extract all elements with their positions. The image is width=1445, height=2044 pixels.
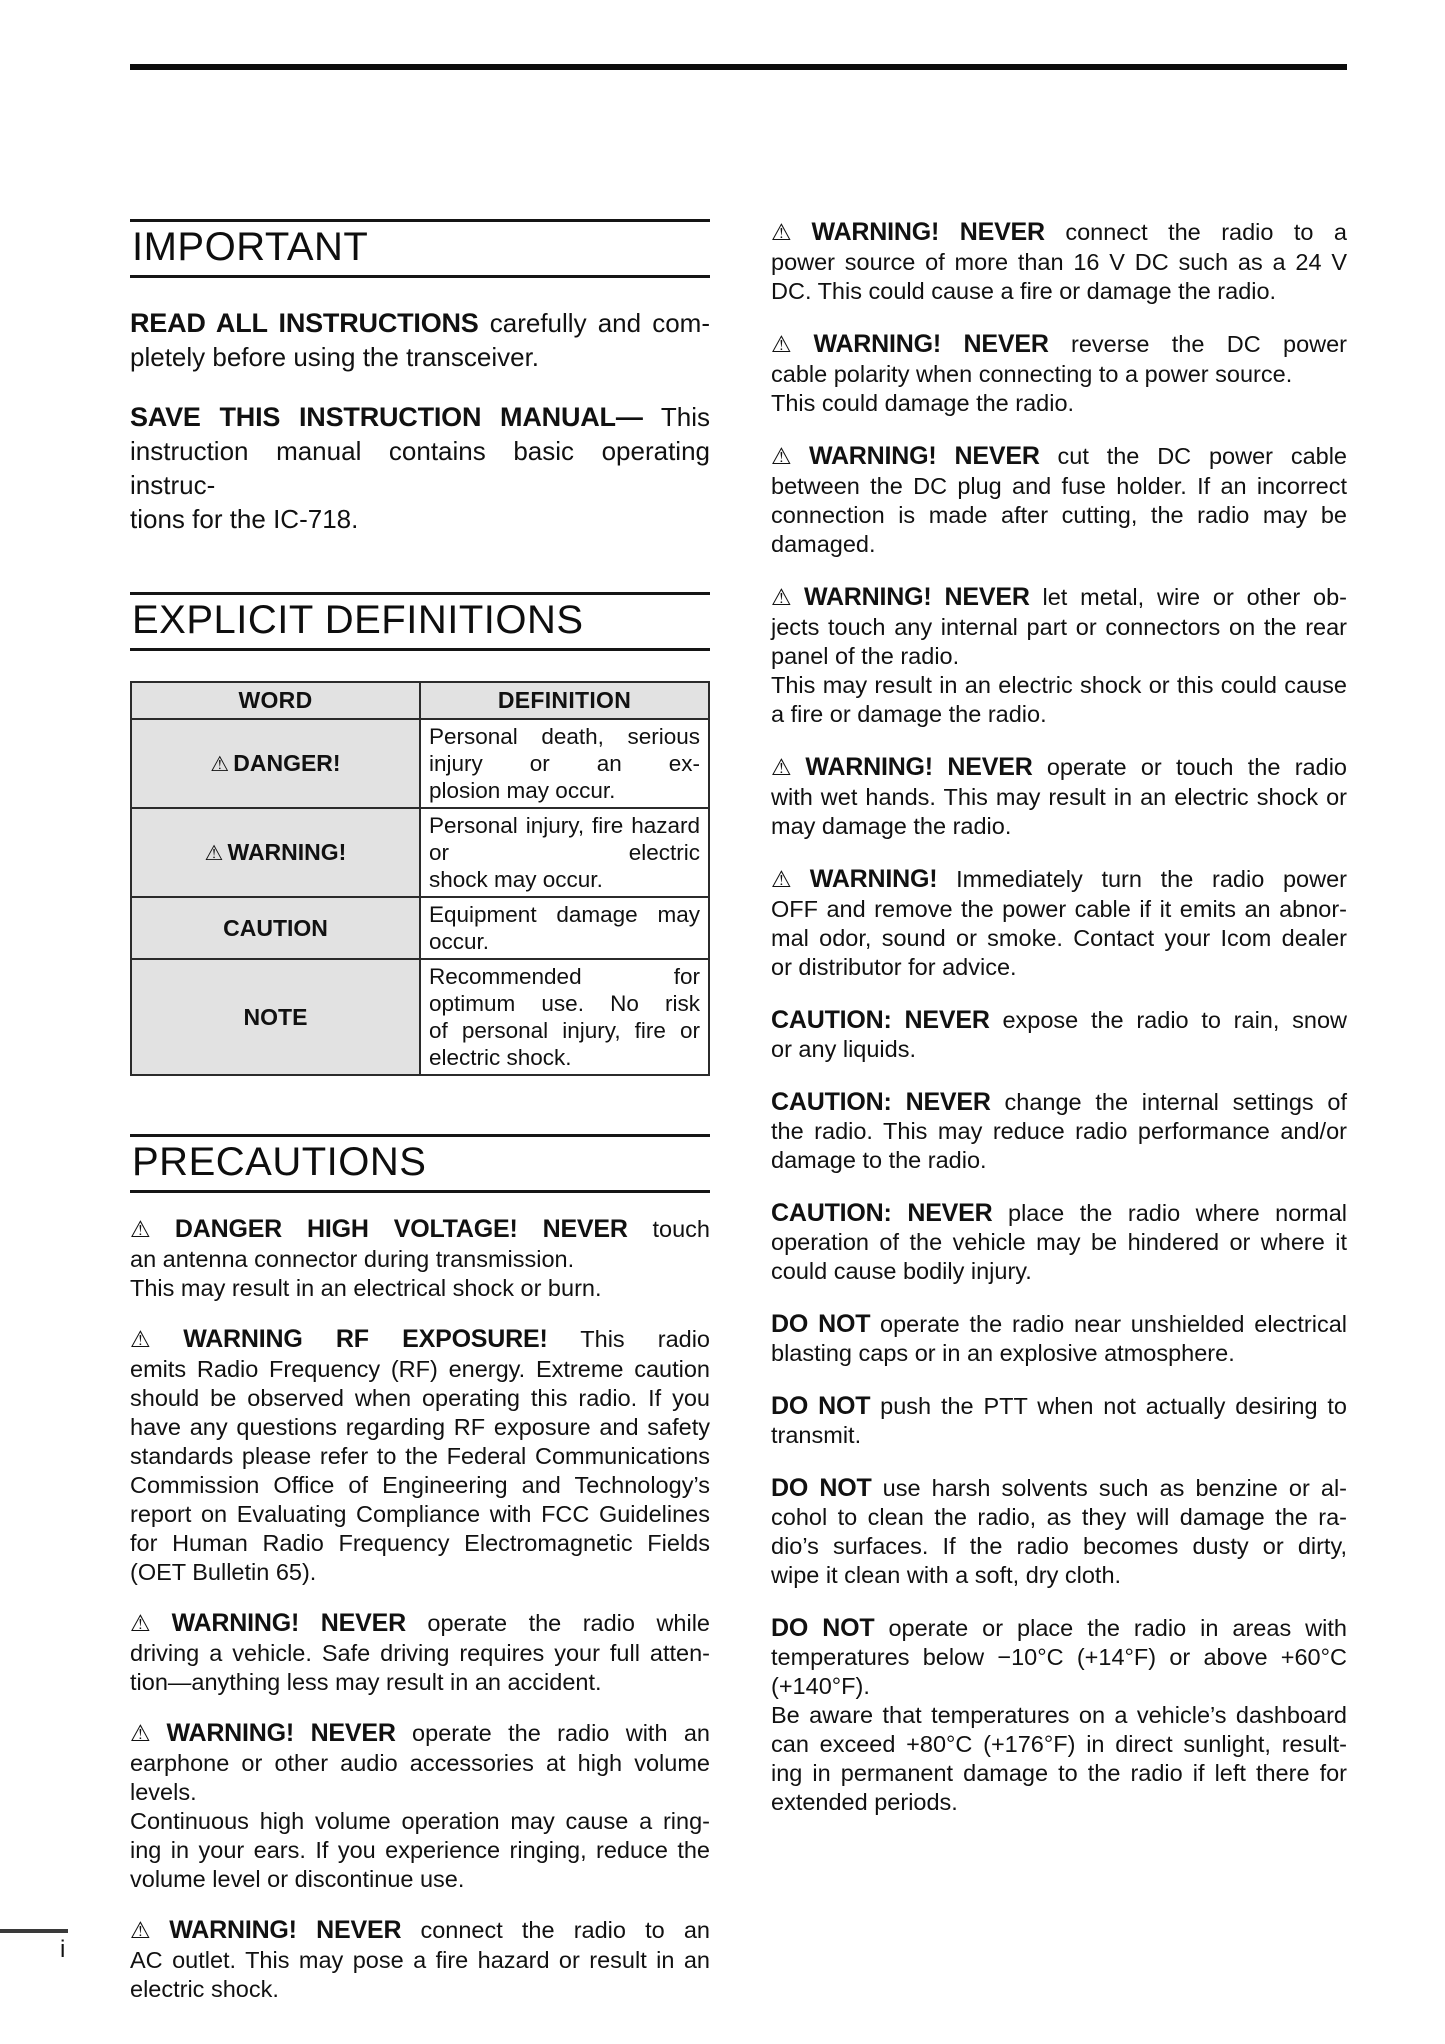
warning-triangle-icon: ⚠ — [771, 867, 804, 893]
text-line: ⚠ WARNING RF EXPOSURE! This radio — [130, 1325, 711, 1353]
table-row — [131, 959, 709, 1075]
paragraph-lead: DO NOT — [771, 1614, 875, 1642]
text-line: operation of the vehicle may be hindered or where it — [771, 1229, 1347, 1255]
warning-triangle-icon: ⚠ — [771, 220, 806, 246]
text-line: tions for the IC-718. — [130, 504, 359, 534]
text-line: can exceed +80°C (+176°F) in direct sunlight, result- — [771, 1731, 1347, 1757]
text-line: SAVE THIS INSTRUCTION MANUAL— This — [130, 402, 710, 432]
text-line: standards please refer to the Federal Communications — [130, 1443, 710, 1469]
table-row — [131, 808, 709, 897]
paragraph-lead: WARNING! NEVER — [166, 1719, 396, 1747]
definition-line: Equipment damage may occur. — [429, 902, 700, 954]
warning-triangle-icon: ⚠ — [130, 1327, 178, 1353]
paragraph-lead: WARNING RF EXPOSURE! — [183, 1325, 548, 1353]
warning-triangle-icon: ⚠ — [130, 1721, 161, 1747]
paragraph — [130, 1325, 710, 1587]
text-line: or any liquids. — [771, 1036, 916, 1062]
text-line: AC outlet. This may pose a fire hazard or result in an — [130, 1947, 710, 1973]
text-line: extended periods. — [771, 1789, 958, 1815]
text-line: with wet hands. This may result in an electric shock or — [771, 784, 1347, 810]
word-cell — [131, 897, 420, 959]
text-line: volume level or discontinue use. — [130, 1866, 465, 1892]
paragraph-lead: WARNING! NEVER — [813, 330, 1049, 358]
text-line: ⚠ WARNING! NEVER operate the radio while — [130, 1609, 710, 1637]
paragraph-lead: CAUTION: NEVER — [771, 1199, 993, 1227]
text-line: temperatures below −10°C (+14°F) or above +60°C — [771, 1644, 1347, 1670]
warning-triangle-icon: ⚠ — [771, 585, 798, 611]
paragraph — [771, 1006, 1347, 1064]
definition-cell — [420, 959, 709, 1075]
warning-triangle-icon: ⚠ — [771, 755, 800, 781]
warning-triangle-icon: ⚠ — [130, 1611, 166, 1637]
text-line: an antenna connector during transmission. — [130, 1246, 575, 1272]
paragraph-lead: DO NOT — [771, 1310, 871, 1338]
warning-triangle-icon: ⚠ — [771, 332, 808, 358]
paragraph — [771, 1474, 1347, 1590]
text-line: CAUTION: NEVER change the internal settings of — [771, 1088, 1348, 1116]
paragraph — [771, 1392, 1347, 1450]
intro-paragraphs — [130, 306, 710, 536]
text-line: jects touch any internal part or connectors on the rear — [771, 614, 1347, 640]
text-line: instruction manual contains basic operating instruc- — [130, 436, 710, 500]
text-line: dio’s surfaces. If the radio becomes dusty or dirty, — [771, 1533, 1347, 1559]
definition-line: Personal death, serious injury or an ex- — [429, 724, 700, 776]
text-line: a fire or damage the radio. — [771, 701, 1047, 727]
warning-triangle-icon: ⚠ — [771, 444, 803, 470]
text-line: cable polarity when connecting to a power source. — [771, 361, 1293, 387]
text-line: ⚠ WARNING! NEVER connect the radio to an — [130, 1916, 710, 1944]
text-line: or distributor for advice. — [771, 954, 1017, 980]
text-line: transmit. — [771, 1422, 862, 1448]
definition-line: of personal injury, fire or electric shock. — [429, 1018, 700, 1070]
text-line: for Human Radio Frequency Electromagnetic Fields — [130, 1530, 710, 1556]
text-line: the radio. This may reduce radio performance and/or — [771, 1118, 1347, 1144]
paragraph-lead: DO NOT — [771, 1474, 872, 1502]
text-line: DO NOT operate the radio near unshielded electrical — [771, 1310, 1347, 1338]
word-label: DANGER! — [233, 750, 341, 776]
right-paragraphs — [771, 218, 1347, 1817]
paragraph — [771, 442, 1347, 559]
left-paragraphs — [130, 1215, 710, 2004]
text-line: ⚠ WARNING! Immediately turn the radio power — [771, 865, 1347, 893]
paragraph — [771, 865, 1347, 982]
paragraph-lead: WARNING! NEVER — [811, 218, 1045, 246]
text-line: wipe it clean with a soft, dry cloth. — [771, 1562, 1122, 1588]
warning-triangle-icon: ⚠ — [210, 752, 230, 776]
text-line: DO NOT push the PTT when not actually desiring to — [771, 1392, 1347, 1420]
paragraph — [771, 218, 1347, 306]
text-line: This may result in an electric shock or this could cause — [771, 672, 1347, 698]
text-line: ⚠ WARNING! NEVER reverse the DC power — [771, 330, 1348, 358]
paragraph — [130, 1609, 710, 1697]
paragraph — [771, 1310, 1347, 1368]
text-line: CAUTION: NEVER expose the radio to rain, snow — [771, 1006, 1347, 1034]
paragraph-lead: READ ALL INSTRUCTIONS — [130, 308, 479, 338]
left-column — [130, 0, 710, 2004]
text-line: damage to the radio. — [771, 1147, 987, 1173]
text-line: have any questions regarding RF exposure and safety — [130, 1414, 710, 1440]
text-line: blasting caps or in an explosive atmosphere. — [771, 1340, 1235, 1366]
paragraph — [130, 306, 710, 374]
text-line: damaged. — [771, 531, 876, 557]
definitions-table-header-row — [131, 682, 709, 719]
definition-line: plosion may occur. — [429, 778, 616, 803]
text-line: DC. This could cause a fire or damage the radio. — [771, 278, 1277, 304]
text-line: cohol to clean the radio, as they will damage the ra- — [771, 1504, 1347, 1530]
text-line: emits Radio Frequency (RF) energy. Extreme caution — [130, 1356, 710, 1382]
column-header-definition: DEFINITION — [420, 682, 709, 719]
text-line: panel of the radio. — [771, 643, 960, 669]
definitions-table-body — [131, 719, 709, 1075]
text-line: READ ALL INSTRUCTIONS carefully and com- — [130, 308, 710, 338]
text-line: levels. — [130, 1779, 197, 1805]
page-number: i — [60, 1936, 66, 1963]
footer-rule — [0, 1929, 68, 1933]
paragraph-lead: DO NOT — [771, 1392, 871, 1420]
text-line: ⚠ WARNING! NEVER cut the DC power cable — [771, 442, 1348, 470]
paragraph — [130, 1215, 710, 1303]
paragraph — [771, 330, 1347, 418]
text-line: ⚠ WARNING! NEVER operate or touch the radio — [771, 753, 1347, 781]
paragraph-lead: WARNING! NEVER — [169, 1916, 402, 1944]
paragraph — [771, 1199, 1347, 1286]
text-line: Commission Office of Engineering and Technology’s — [130, 1472, 710, 1498]
text-line: CAUTION: NEVER place the radio where normal — [771, 1199, 1348, 1227]
paragraph — [771, 1614, 1347, 1817]
word-label: CAUTION — [223, 914, 328, 941]
word-label: NOTE — [243, 1003, 308, 1030]
paragraph — [130, 1719, 710, 1894]
paragraph-lead: WARNING! NEVER — [803, 583, 1030, 611]
definition-cell — [420, 808, 709, 897]
text-line: connection is made after cutting, the radio may be — [771, 502, 1347, 528]
text-line: could cause bodily injury. — [771, 1258, 1032, 1284]
paragraph — [771, 1088, 1347, 1175]
word-cell — [131, 959, 420, 1075]
text-line: This may result in an electrical shock or burn. — [130, 1275, 602, 1301]
paragraph-lead: CAUTION: NEVER — [771, 1006, 990, 1034]
word-cell — [131, 808, 420, 897]
paragraph-lead: CAUTION: NEVER — [771, 1088, 991, 1116]
definition-cell — [420, 897, 709, 959]
word-label: WARNING! — [227, 839, 347, 865]
text-line: (OET Bulletin 65). — [130, 1559, 317, 1585]
text-line: Continuous high volume operation may cause a ring- — [130, 1808, 710, 1834]
text-line: power source of more than 16 V DC such as a 24 V — [771, 249, 1347, 275]
text-line: ⚠ WARNING! NEVER operate the radio with an — [130, 1719, 711, 1747]
warning-triangle-icon: ⚠ — [130, 1918, 164, 1944]
definition-line: Personal injury, fire hazard or electric — [429, 813, 700, 865]
definitions-table — [130, 681, 710, 1076]
paragraph-lead: WARNING! NEVER — [805, 753, 1033, 781]
text-line: ⚠ WARNING! NEVER connect the radio to a — [771, 218, 1347, 246]
section-title-important: IMPORTANT — [130, 219, 710, 278]
text-line: ing in your ears. If you experience ringing, reduce the — [130, 1837, 710, 1863]
table-row — [131, 719, 709, 808]
paragraph-lead: DANGER HIGH VOLTAGE! NEVER — [174, 1215, 628, 1243]
text-line: may damage the radio. — [771, 813, 1012, 839]
text-line: should be observed when operating this radio. If you — [130, 1385, 710, 1411]
text-line: DO NOT operate or place the radio in areas with — [771, 1614, 1347, 1642]
paragraph — [130, 400, 710, 536]
text-line: between the DC plug and fuse holder. If an incorrect — [771, 473, 1347, 499]
definition-cell — [420, 719, 709, 808]
warning-triangle-icon: ⚠ — [130, 1217, 169, 1243]
paragraph-lead: SAVE THIS INSTRUCTION MANUAL— — [130, 402, 643, 432]
text-line: driving a vehicle. Safe driving requires your full atten- — [130, 1640, 710, 1666]
paragraph-lead: WARNING! NEVER — [171, 1609, 406, 1637]
text-line: (+140°F). — [771, 1673, 870, 1699]
text-line: Be aware that temperatures on a vehicle’s dashboard — [771, 1702, 1347, 1728]
text-line: pletely before using the transceiver. — [130, 342, 540, 372]
paragraph — [130, 1916, 710, 2004]
text-line: tion—anything less may result in an accident. — [130, 1669, 602, 1695]
paragraph-lead: WARNING! NEVER — [808, 442, 1040, 470]
section-title-precautions: PRECAUTIONS — [130, 1134, 710, 1193]
warning-triangle-icon: ⚠ — [204, 841, 224, 865]
text-line: OFF and remove the power cable if it emits an abnor- — [771, 896, 1347, 922]
paragraph — [771, 583, 1347, 729]
text-line: electric shock. — [130, 1976, 279, 2002]
paragraph — [771, 753, 1347, 841]
text-line: ing in permanent damage to the radio if left there for — [771, 1760, 1347, 1786]
paragraph-lead: WARNING! — [809, 865, 938, 893]
text-line: earphone or other audio accessories at high volume — [130, 1750, 710, 1776]
definition-line: shock may occur. — [429, 867, 603, 892]
definition-line: Recommended for optimum use. No risk — [429, 964, 700, 1016]
text-line: report on Evaluating Compliance with FCC Guidelines — [130, 1501, 710, 1527]
text-line: This could damage the radio. — [771, 390, 1075, 416]
word-cell — [131, 719, 420, 808]
section-title-explicit-definitions: EXPLICIT DEFINITIONS — [130, 592, 710, 651]
table-row — [131, 897, 709, 959]
text-line: ⚠ WARNING! NEVER let metal, wire or other ob- — [771, 583, 1347, 611]
column-header-word: WORD — [131, 682, 420, 719]
text-line: DO NOT use harsh solvents such as benzine or al- — [771, 1474, 1347, 1502]
text-line: ⚠ DANGER HIGH VOLTAGE! NEVER touch — [130, 1215, 710, 1243]
right-column — [771, 218, 1347, 1817]
text-line: mal odor, sound or smoke. Contact your Icom dealer — [771, 925, 1347, 951]
